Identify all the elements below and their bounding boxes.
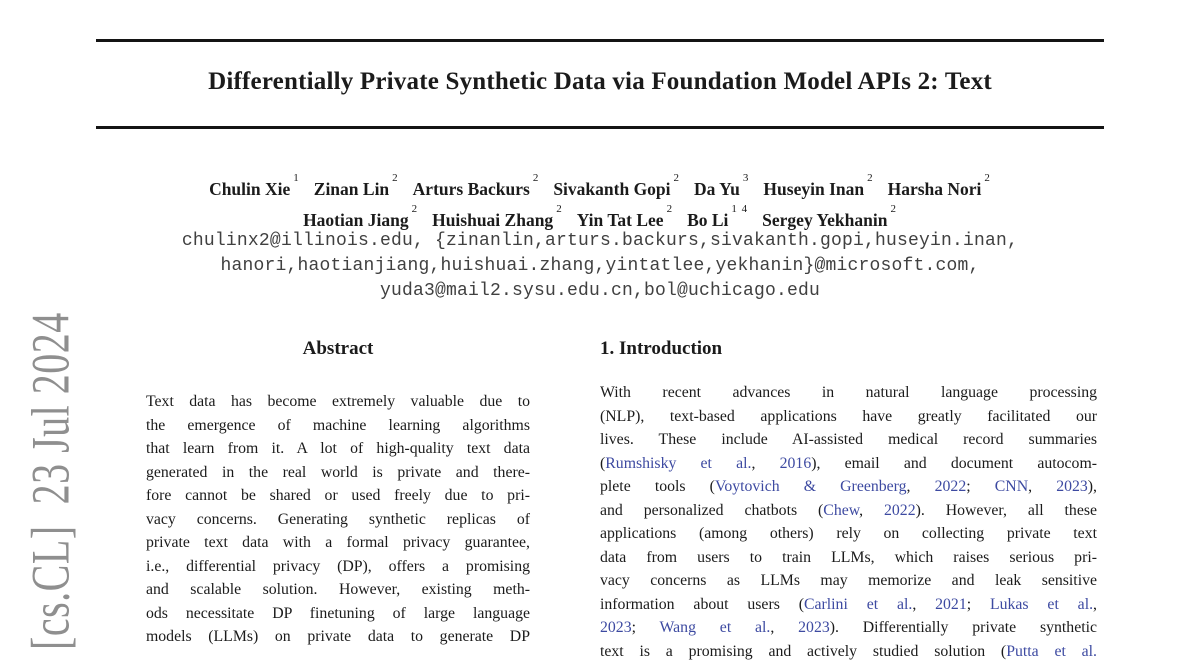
author-name: Huishuai Zhang$^2$ — [432, 210, 563, 230]
author-block — [0, 172, 1200, 234]
author-name: Huseyin Inan$^2$ — [763, 179, 873, 199]
abstract-line: the emergence of machine learning algorithms — [146, 414, 530, 438]
author-name: Da Yu$^3$ — [694, 179, 749, 199]
email-block — [0, 229, 1200, 304]
citation-link[interactable]: Lukas et al. — [990, 596, 1093, 613]
abstract-line: private text data with a formal privacy guarantee, — [146, 531, 530, 555]
citation-link[interactable]: Wang et al. — [660, 619, 771, 636]
author-affiliation-sup: 2 — [533, 172, 540, 184]
text-run: text is a promising and actively studied solution ( — [600, 643, 1006, 660]
author-name: Sergey Yekhanin$^2$ — [762, 210, 897, 230]
author-name: Sivakanth Gopi$^2$ — [553, 179, 680, 199]
text-run: ; — [966, 478, 995, 495]
citation-link[interactable]: 2023 — [1056, 478, 1088, 495]
citation-link[interactable]: 2023 — [600, 619, 632, 636]
abstract-heading: Abstract — [146, 338, 530, 360]
intro-line — [600, 616, 1097, 640]
left-column — [146, 338, 530, 649]
email-line: chulinx2@illinois.edu, {zinanlin,arturs.backurs,sivakanth.gopi,huseyin.inan, — [0, 229, 1200, 254]
intro-line — [600, 593, 1097, 617]
abstract-line: generated in the real world is private and there- — [146, 461, 530, 485]
intro-line — [600, 569, 1097, 593]
text-run: , — [751, 455, 779, 472]
text-run: ; — [967, 596, 990, 613]
citation-link[interactable]: 2021 — [935, 596, 967, 613]
author-affiliation-sup: 2 — [984, 172, 991, 184]
intro-line — [600, 522, 1097, 546]
arxiv-stamp: [cs.CL] 23 Jul 2024 — [21, 305, 94, 650]
text-run: , — [859, 502, 884, 519]
author-affiliation-sup: 2 — [867, 172, 874, 184]
text-run: lives. These include AI-assisted medical record summaries — [600, 431, 1097, 448]
author-name: Bo $Li^{1 4}$ — [687, 210, 748, 230]
citation-link[interactable]: Chew — [823, 502, 859, 519]
author-line-1 — [0, 172, 1200, 203]
intro-line — [600, 546, 1097, 570]
text-run: ( — [600, 455, 605, 472]
intro-line — [600, 475, 1097, 499]
intro-line — [600, 640, 1097, 663]
author-name: Haotian Jiang$^2$ — [303, 210, 418, 230]
text-run: vacy concerns as LLMs may memorize and leak sensitive — [600, 572, 1097, 589]
author-affiliation-sup: 2 — [412, 203, 419, 215]
abstract-body — [146, 390, 530, 649]
title-rule-top — [96, 39, 1104, 42]
author-affiliation-sup: 2 — [556, 203, 563, 215]
text-run: , — [770, 619, 798, 636]
abstract-line: that learn from it. A lot of high-quality text data — [146, 437, 530, 461]
text-run: data from users to train LLMs, which raises serious pri- — [600, 549, 1097, 566]
citation-link[interactable]: 2016 — [780, 455, 812, 472]
abstract-line: models (LLMs) on private data to generate DP — [146, 625, 530, 649]
introduction-heading: 1. Introduction — [600, 338, 1097, 360]
abstract-line: fore cannot be shared or used freely due to pri- — [146, 484, 530, 508]
text-run: ), email and document autocom- — [811, 455, 1097, 472]
text-run: , — [1028, 478, 1056, 495]
text-run: With recent advances in natural language processing — [600, 384, 1097, 401]
citation-link[interactable]: Putta et al. — [1006, 643, 1097, 660]
author-name: Arturs Backurs$^2$ — [413, 179, 540, 199]
author-name: Yin Tat Lee$^2$ — [577, 210, 673, 230]
text-run: , — [1093, 596, 1097, 613]
text-run: (NLP), text-based applications have greatly facilitated our — [600, 408, 1097, 425]
author-affiliation-sup: 1 — [293, 172, 300, 184]
intro-line — [600, 405, 1097, 429]
email-line: yuda3@mail2.sysu.edu.cn,bol@uchicago.edu — [0, 279, 1200, 304]
citation-link[interactable]: CNN — [995, 478, 1028, 495]
author-affiliation-sup: 1 4 — [731, 203, 748, 215]
author-affiliation-sup: 2 — [392, 172, 399, 184]
text-run: and personalized chatbots ( — [600, 502, 823, 519]
abstract-line: ods necessitate DP finetuning of large language — [146, 602, 530, 626]
paper-title: Differentially Private Synthetic Data via Foundation Model APIs 2: Text — [0, 68, 1200, 96]
text-run: applications (among others) rely on collecting private text — [600, 525, 1097, 542]
citation-link[interactable]: Rumshisky et al. — [605, 455, 751, 472]
text-run: plete tools ( — [600, 478, 715, 495]
intro-line — [600, 452, 1097, 476]
text-run: , — [912, 596, 935, 613]
citation-link[interactable]: Voytovich & Greenberg — [715, 478, 907, 495]
text-run: , — [907, 478, 935, 495]
author-affiliation-sup: 3 — [743, 172, 750, 184]
intro-line — [600, 428, 1097, 452]
intro-line — [600, 499, 1097, 523]
text-run: ). However, all these — [916, 502, 1097, 519]
citation-link[interactable]: 2022 — [884, 502, 916, 519]
citation-link[interactable]: 2022 — [935, 478, 967, 495]
abstract-line: vacy concerns. Generating synthetic replicas of — [146, 508, 530, 532]
text-run: ), — [1088, 478, 1097, 495]
intro-line — [600, 381, 1097, 405]
abstract-line: and scalable solution. However, existing meth- — [146, 578, 530, 602]
abstract-line: i.e., differential privacy (DP), offers a promising — [146, 555, 530, 579]
text-run: ; — [632, 619, 660, 636]
text-run: ). Differentially private synthetic — [830, 619, 1097, 636]
introduction-body — [600, 381, 1097, 663]
author-name: Harsha Nori$^2$ — [888, 179, 991, 199]
right-column — [600, 338, 1097, 663]
author-affiliation-sup: 2 — [667, 203, 674, 215]
title-rule-bottom — [96, 126, 1104, 129]
citation-link[interactable]: Carlini et al. — [804, 596, 912, 613]
text-run: information about users ( — [600, 596, 804, 613]
author-name: Chulin Xie$^1$ — [209, 179, 300, 199]
author-affiliation-sup: 2 — [890, 203, 897, 215]
email-line: hanori,haotianjiang,huishuai.zhang,yintatlee,yekhanin}@microsoft.com, — [0, 254, 1200, 279]
abstract-line: Text data has become extremely valuable due to — [146, 390, 530, 414]
author-name: Zinan Lin$^2$ — [314, 179, 399, 199]
citation-link[interactable]: 2023 — [798, 619, 830, 636]
author-affiliation-sup: 2 — [674, 172, 681, 184]
